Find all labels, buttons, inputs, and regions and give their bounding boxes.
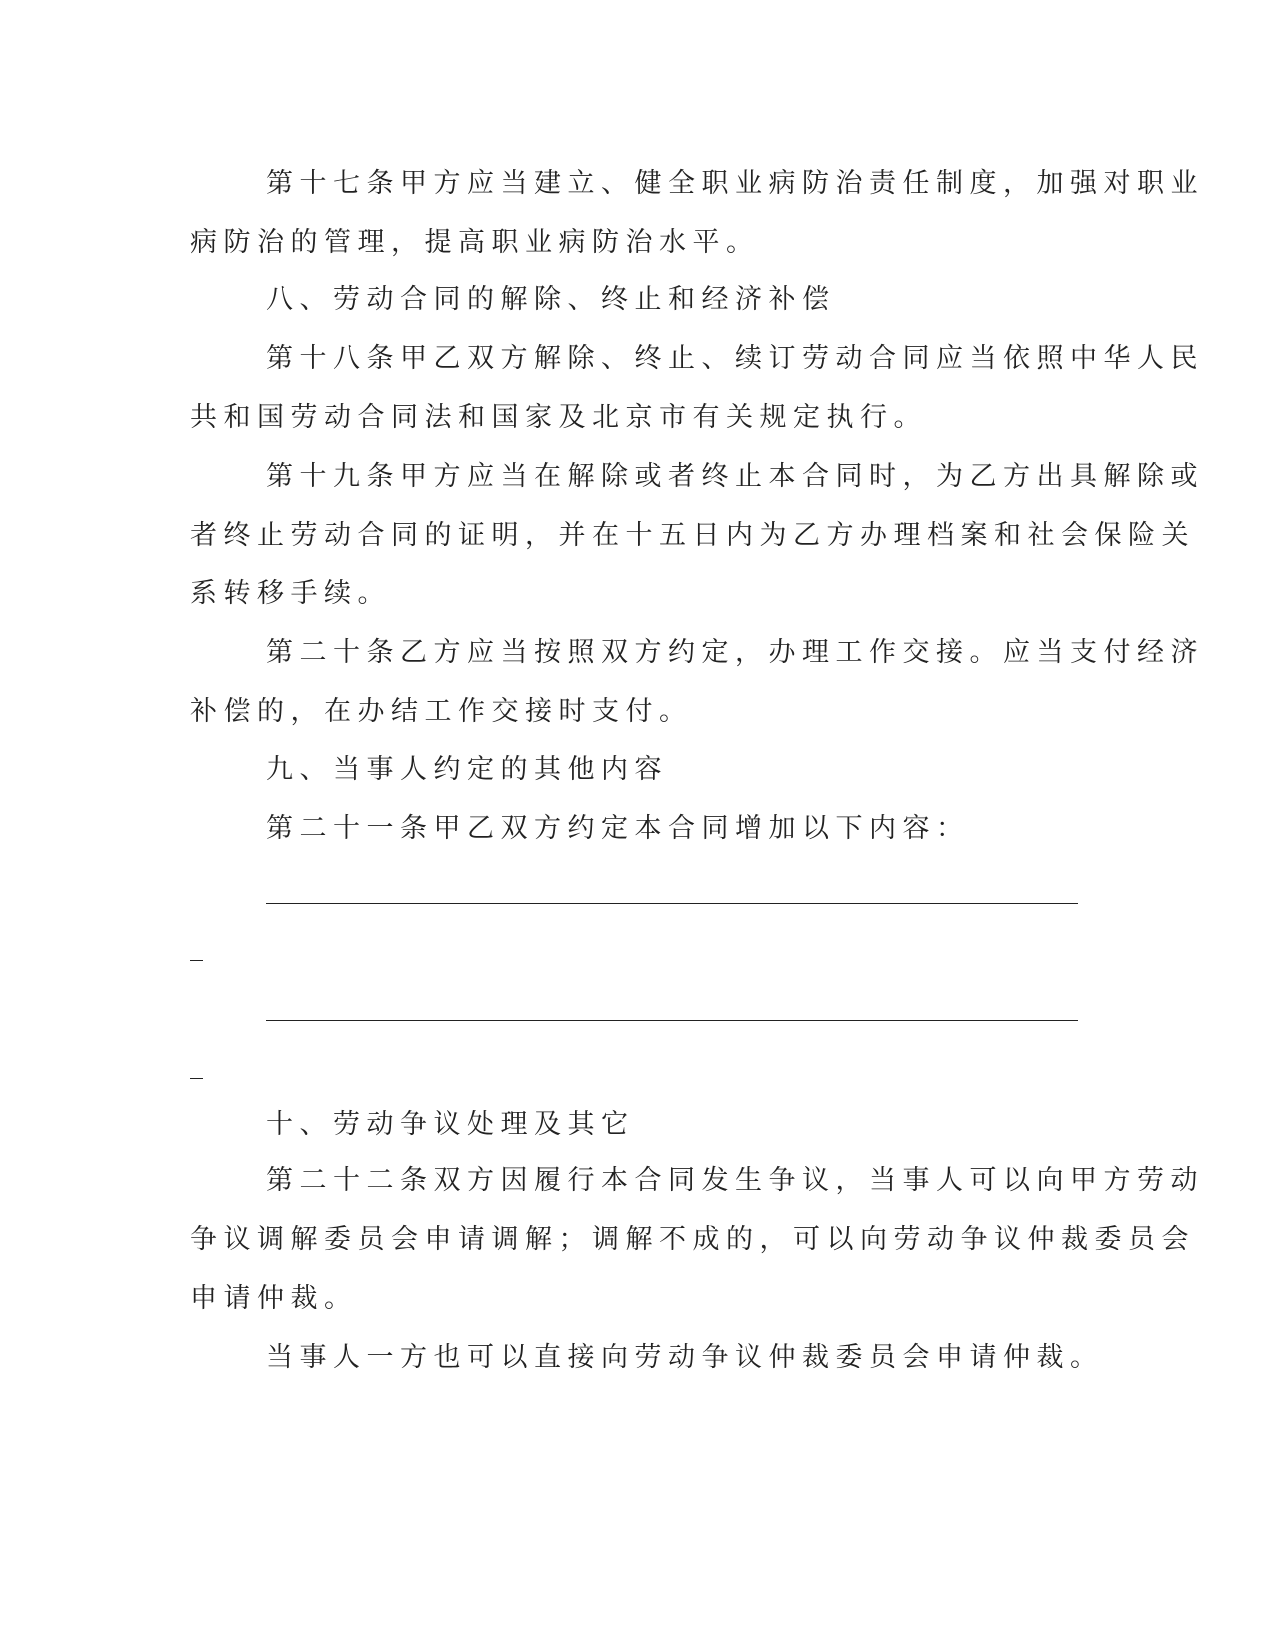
article-18-line-1: 第十八条甲乙双方解除、终止、续订劳动合同应当依照中华人民 <box>266 343 1204 374</box>
article-22-b-line-1: 当事人一方也可以直接向劳动争议仲裁委员会申请仲裁。 <box>266 1342 1104 1373</box>
section-8-heading: 八、劳动合同的解除、终止和经济补偿 <box>266 284 836 315</box>
article-22-line-3: 申请仲裁。 <box>190 1283 358 1314</box>
article-20-line-2: 补偿的，在办结工作交接时支付。 <box>190 696 693 727</box>
section-10-heading: 十、劳动争议处理及其它 <box>266 1109 635 1140</box>
blank-fill-line-2 <box>266 1020 1078 1021</box>
article-20-line-1: 第二十条乙方应当按照双方约定，办理工作交接。应当支付经济 <box>266 637 1204 668</box>
article-17-line-1: 第十七条甲方应当建立、健全职业病防治责任制度，加强对职业 <box>266 168 1204 199</box>
article-18-line-2: 共和国劳动合同法和国家及北京市有关规定执行。 <box>190 402 927 433</box>
section-9-heading: 九、当事人约定的其他内容 <box>266 754 668 785</box>
article-19-line-3: 系转移手续。 <box>190 578 391 609</box>
article-21-line-1: 第二十一条甲乙双方约定本合同增加以下内容： <box>266 813 970 844</box>
blank-fill-line-2-continuation <box>190 1078 203 1079</box>
blank-fill-line-1 <box>266 903 1078 904</box>
blank-fill-line-1-continuation <box>190 960 203 961</box>
article-22-line-2: 争议调解委员会申请调解；调解不成的，可以向劳动争议仲裁委员会 <box>190 1224 1195 1255</box>
article-19-line-1: 第十九条甲方应当在解除或者终止本合同时，为乙方出具解除或 <box>266 461 1204 492</box>
article-22-line-1: 第二十二条双方因履行本合同发生争议，当事人可以向甲方劳动 <box>266 1165 1204 1196</box>
article-19-line-2: 者终止劳动合同的证明，并在十五日内为乙方办理档案和社会保险关 <box>190 520 1195 551</box>
article-17-line-2: 病防治的管理，提高职业病防治水平。 <box>190 227 760 258</box>
